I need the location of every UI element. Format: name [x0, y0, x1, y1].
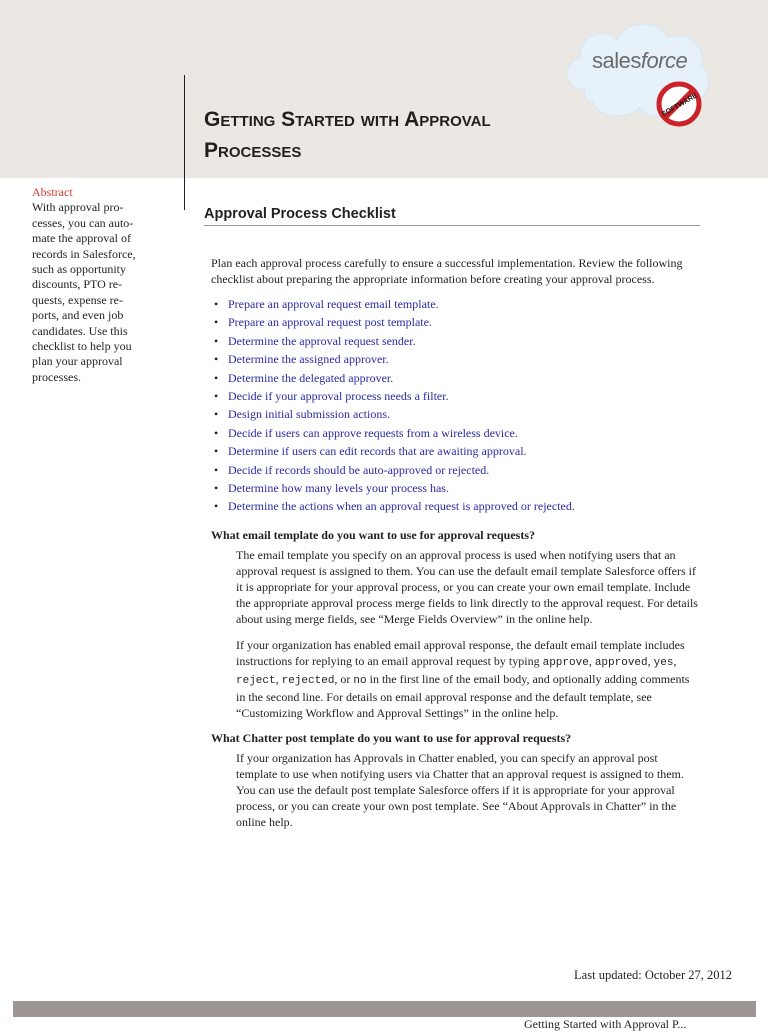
checklist-item[interactable]: • Determine the actions when an approval request is approved or rejected.: [214, 498, 704, 516]
checklist-item[interactable]: • Decide if users can approve requests from a wireless device.: [214, 425, 704, 443]
footer-bar: [13, 1001, 756, 1017]
question-email-template: What email template do you want to use for approval requests?: [211, 528, 535, 542]
no-software-icon: [659, 84, 699, 124]
title-line-1: Getting Started with Approval: [204, 108, 491, 131]
checklist-item[interactable]: • Design initial submission actions.: [214, 406, 704, 424]
checklist-item[interactable]: • Decide if your approval process needs a filter.: [214, 388, 704, 406]
answer-email-template-p1: The email template you specify on an approval process is used when notifying users that an approval request is assigned to them. You can use the default email template Salesforce offers if it is appropriate for your approval process, or you can create your own email template. Include the appropriate approval process merge fields to link directly to the approval request. For details about using merge fields, see “Merge Fields Overview” in the online help.: [236, 548, 698, 626]
checklist-item[interactable]: • Prepare an approval request post template.: [214, 314, 704, 332]
checklist-item[interactable]: • Prepare an approval request email template.: [214, 296, 704, 314]
keyword: no: [353, 675, 367, 687]
no-software-label: SOFTWARE: [660, 92, 699, 119]
intro-paragraph: Plan each approval process carefully to ensure a successful implementation. Review the following checklist about preparing the appropriate information before creating your approval process.: [211, 256, 683, 286]
section-title: Approval Process Checklist: [204, 206, 700, 226]
keyword: reject: [236, 675, 276, 687]
checklist: [214, 296, 704, 517]
title-line-2: Processes: [204, 139, 302, 162]
checklist-item[interactable]: • Decide if records should be auto-approved or rejected.: [214, 462, 704, 480]
checklist-item[interactable]: • Determine the delegated approver.: [214, 370, 704, 388]
checklist-item[interactable]: • Determine if users can edit records that are awaiting approval.: [214, 443, 704, 461]
header-divider: [184, 75, 185, 210]
answer-chatter-template: If your organization has Approvals in Chatter enabled, you can specify an approval post template to use when notifying users via Chatter that an approval request is assigned to them. You can use the default post template Salesforce offers if it is appropriate for your approval process, or you can create your own post template. See “About Approvals in Chatter” in the online help.: [236, 751, 684, 829]
keyword: yes: [653, 657, 674, 669]
last-updated: Last updated: October 27, 2012: [574, 968, 732, 982]
salesforce-wordmark: salesforce: [592, 48, 688, 73]
keyword: approve: [542, 657, 589, 669]
abstract-sidebar: [32, 185, 144, 385]
checklist-item[interactable]: • Determine how many levels your process has.: [214, 480, 704, 498]
answer-email-template-p2: If your organization has enabled email approval response, the default email template includes instructions for replying to an email approval request by typing approve, approved, yes, reject, rejected, or no in the first line of the email body, and optionally adding comments in the second line. For details on email approval response and the default template, see “Customizing Workflow and Approval Settings” in the online help.: [236, 638, 690, 720]
checklist-item[interactable]: • Determine the assigned approver.: [214, 351, 704, 369]
abstract-text: With approval pro-cesses, you can auto-mate the approval of records in Salesforce, such as opportunity discounts, PTO re-quests, expense re-ports, and even job candidates. Use this checklist to help you plan your approval processes.: [32, 200, 136, 384]
abstract-label: Abstract: [32, 185, 73, 199]
keyword: approved: [594, 657, 648, 669]
question-chatter-template: What Chatter post template do you want to use for approval requests?: [211, 731, 572, 745]
keyword: rejected: [281, 675, 335, 687]
checklist-item[interactable]: • Determine the approval request sender.: [214, 333, 704, 351]
running-footer-title: Getting Started with Approval P...: [524, 1017, 687, 1031]
